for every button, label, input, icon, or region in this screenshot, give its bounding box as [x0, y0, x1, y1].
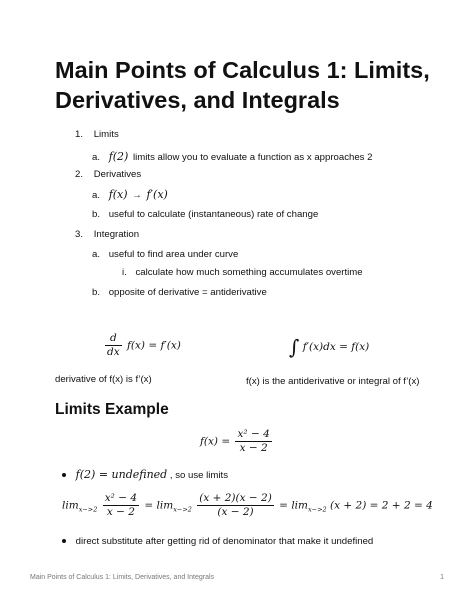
page-footer — [30, 574, 444, 581]
limit-word: lim — [156, 499, 174, 512]
derivative-caption: derivative of f(x) is f’(x) — [55, 374, 152, 385]
limit-word: lim — [62, 499, 79, 512]
item-text: useful to calculate (instantaneous) rate of change — [108, 209, 319, 220]
item-number: 2. — [75, 169, 84, 180]
outline-item-derivatives — [75, 168, 141, 181]
item-label: Derivatives — [93, 169, 142, 180]
item-number: 1. — [75, 129, 84, 140]
item-label: Integration — [93, 229, 140, 240]
limit-subscript: x−>2 — [173, 505, 192, 514]
bullet-icon — [62, 539, 66, 543]
fraction-numerator: x² − 4 — [237, 428, 270, 440]
fraction-denominator: (x − 2) — [197, 505, 274, 519]
item-letter: a. — [92, 152, 101, 163]
derivative-formula — [103, 332, 181, 359]
derivative-operator — [105, 332, 122, 359]
equals-sign: = — [279, 499, 288, 512]
outline-subitem-integration-b — [92, 286, 267, 299]
integral-formula — [289, 335, 369, 359]
item-text: limits allow you to evaluate a function as x approaches 2 — [133, 152, 373, 163]
fraction-numerator: x² − 4 — [104, 492, 138, 504]
outline-subitem-limits-a — [92, 150, 372, 164]
section-heading-limits-example: Limits Example — [55, 401, 169, 418]
outline-item-limits — [75, 128, 119, 141]
limit-subscript: x−>2 — [78, 505, 98, 514]
item-letter: b. — [92, 287, 101, 298]
limit-subscript: x−>2 — [308, 505, 327, 514]
page-number: 1 — [440, 574, 444, 581]
footer-text: Main Points of Calculus 1: Limits, Derivatives, and Integrals — [30, 574, 215, 581]
outline-subitem-derivatives-b — [92, 208, 318, 221]
item-text: useful to find area under curve — [108, 249, 239, 260]
item-text: opposite of derivative = antiderivative — [108, 287, 267, 298]
fraction-numerator: d — [109, 332, 117, 344]
function-lhs: f(x) = — [200, 435, 231, 448]
inline-math-left: f(x) — [108, 188, 128, 201]
limit-word: lim — [291, 499, 308, 512]
inline-math: f(2) = undefined — [75, 468, 168, 481]
function-definition — [200, 428, 274, 455]
limit-result: (x + 2) = 2 + 2 = 4 — [330, 499, 433, 512]
item-text: calculate how much something accumulates overtime — [135, 267, 363, 278]
bullet-icon — [62, 473, 66, 477]
fraction-numerator: (x + 2)(x − 2) — [199, 492, 272, 504]
item-number: 3. — [75, 229, 84, 240]
outline-subitem-integration-a — [92, 248, 238, 261]
item-roman: i. — [122, 267, 127, 278]
item-letter: b. — [92, 209, 101, 220]
item-label: Limits — [93, 129, 119, 140]
document-title: Main Points of Calculus 1: Limits, Derivatives, and Integrals — [55, 57, 430, 113]
arrow-icon: → — [132, 190, 142, 201]
fraction-denominator: x − 2 — [235, 441, 271, 455]
outline-subitem-integration-a-i — [122, 266, 363, 279]
outline-item-integration — [75, 228, 139, 241]
formula-body: f(x) = f′(x) — [127, 339, 181, 352]
bullet-direct-substitute — [62, 535, 373, 548]
bullet-undefined — [62, 468, 228, 482]
limit-fraction-1 — [103, 492, 139, 519]
integral-caption: f(x) is the antiderivative or integral of f’(x) — [246, 376, 420, 387]
equals-sign: = — [144, 499, 154, 512]
function-fraction — [235, 428, 271, 455]
limit-computation — [62, 492, 433, 519]
item-letter: a. — [92, 190, 101, 201]
fraction-denominator: x − 2 — [103, 505, 139, 519]
inline-math-right: f′(x) — [146, 188, 168, 201]
item-text: , so use limits — [169, 470, 229, 481]
integral-sign: ∫ — [289, 335, 300, 359]
item-letter: a. — [92, 249, 101, 260]
limit-fraction-2 — [197, 492, 274, 519]
inline-math: f(2) — [108, 150, 129, 163]
fraction-denominator: dx — [107, 346, 120, 358]
formula-body: f′(x)dx = f(x) — [302, 341, 370, 353]
outline-subitem-derivatives-a — [92, 188, 168, 202]
item-text: direct substitute after getting rid of denominator that make it undefined — [75, 536, 374, 547]
